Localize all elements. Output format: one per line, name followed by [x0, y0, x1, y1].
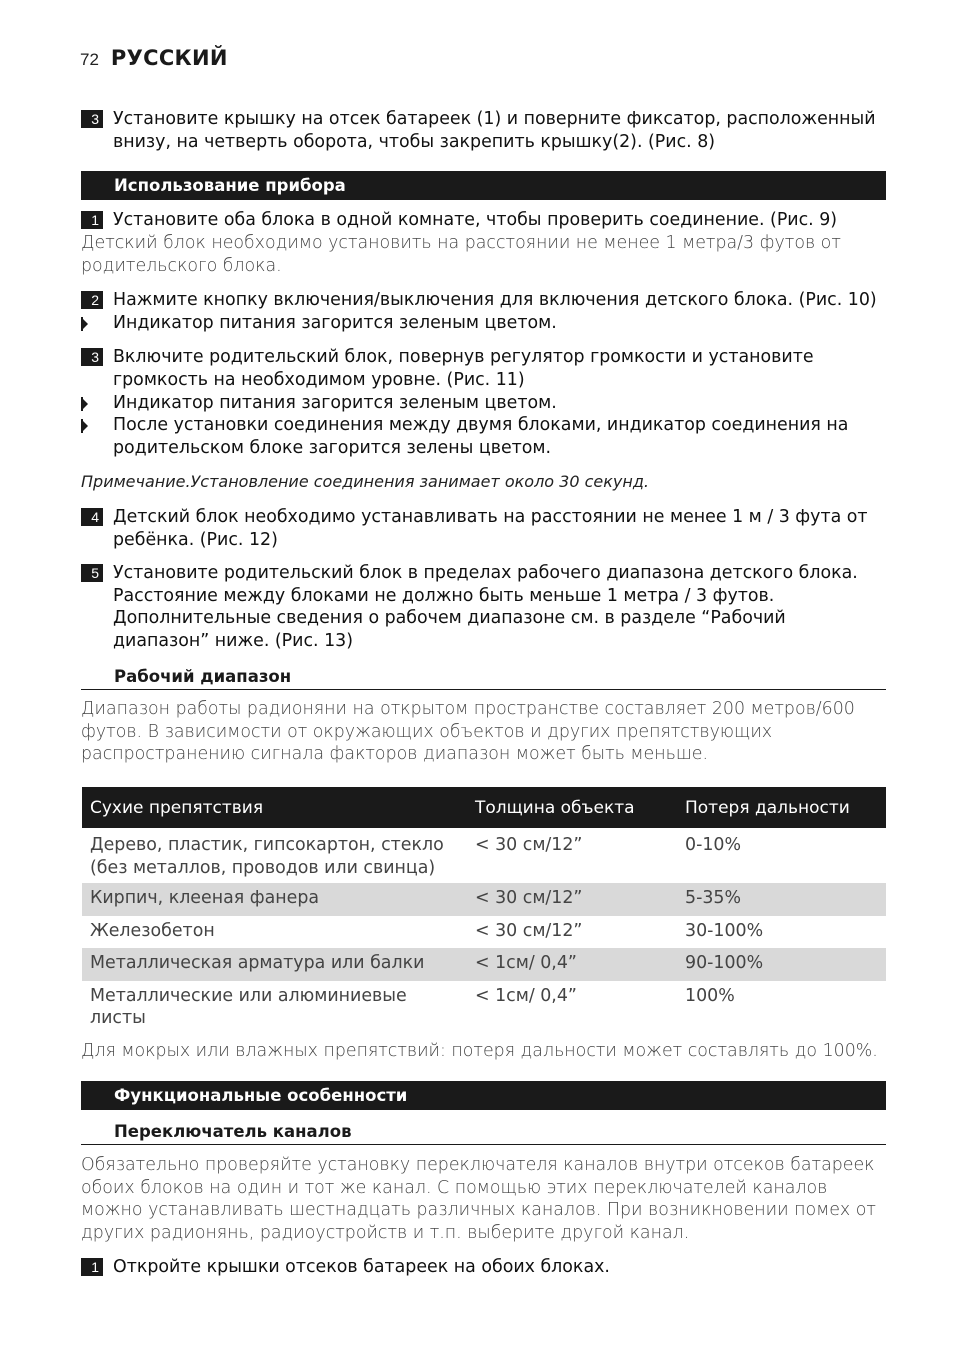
step-number: 1 [81, 1258, 103, 1276]
page-number: 72 [80, 50, 99, 69]
section-heading [81, 1081, 886, 1110]
table-cell: Кирпич, клееная фанера [82, 883, 467, 916]
table-row [82, 828, 886, 883]
step-text: Нажмите кнопку включения/выключения для включения детского блока. (Рис. 10) [113, 290, 877, 310]
bullet-text: Индикатор питания загорится зеленым цветом. [113, 393, 557, 413]
subsection-heading [81, 665, 886, 690]
bullet-arrow-icon [81, 419, 88, 433]
table-cell: Дерево, пластик, гипсокартон, стекло (без металлов, проводов или свинца) [90, 835, 444, 878]
page-header [80, 46, 228, 76]
bullet-arrow-icon [81, 397, 88, 411]
column-header: Сухие препятствия [82, 787, 467, 828]
paragraph: Диапазон работы радионяни на открытом пространстве составляет 200 метров/600 футов. В зависимости от окружающих объектов и других препятствующих распространению сигнала факторов диапазон может быть меньше. [81, 699, 855, 764]
table-cell: < 1см/ 0,4” [467, 948, 677, 981]
table-cell: < 30 см/12” [475, 835, 583, 855]
step-text: Установите оба блока в одной комнате, чтобы проверить соединение. (Рис. 9) [113, 210, 838, 230]
table-cell: 90-100% [677, 948, 886, 981]
step-item [81, 562, 887, 652]
section-title: Функциональные особенности [114, 1086, 408, 1105]
table-cell: 0-10% [685, 835, 741, 855]
step-item [81, 108, 887, 153]
step-item [81, 346, 887, 391]
table-cell: 30-100% [685, 920, 764, 941]
subsection-heading [81, 1120, 886, 1145]
table-row [82, 883, 886, 916]
step-number: 4 [81, 508, 103, 526]
paragraph: Для мокрых или влажных препятствий: потеря дальности может составлять до 100%. [81, 1041, 878, 1061]
column-header: Потеря дальности [677, 787, 886, 828]
paragraph: Обязательно проверяйте установку переключателя каналов внутри отсеков батареек обоих блоков на один и тот же канал. С помощью этих переключателей каналов можно устанавливать шестнадцать различных каналов. При возникновении помех от других радионянь, радиоустройств и т.п. выберите другой канал. [81, 1155, 876, 1243]
step-item [81, 1256, 887, 1279]
table-cell: Металлическая арматура или балки [82, 948, 467, 981]
step-number: 1 [81, 211, 103, 229]
step-text: Включите родительский блок, повернув регулятор громкости и установите громкость на необходимом уровне. (Рис. 11) [113, 347, 814, 390]
table-cell: 100% [685, 985, 735, 1006]
table-row [82, 916, 886, 949]
paragraph: Детский блок необходимо установить на расстоянии не менее 1 метра/3 футов от родительского блока. [81, 233, 841, 276]
column-header: Толщина объекта [467, 787, 677, 828]
table-header-row [82, 787, 886, 828]
step-number: 3 [81, 110, 103, 128]
bullet-text: Индикатор питания загорится зеленым цветом. [113, 313, 557, 333]
table-cell: Металлические или алюминиевые листы [90, 985, 407, 1028]
table-cell: Железобетон [90, 920, 215, 941]
step-item [81, 209, 887, 232]
step-text: Детский блок необходимо устанавливать на расстоянии не менее 1 м / 3 фута от ребёнка. (Рис. 12) [113, 507, 868, 550]
section-title: Использование прибора [114, 176, 346, 195]
result-bullet [81, 414, 887, 459]
language-title: РУССКИЙ [110, 46, 228, 70]
step-item [81, 289, 887, 312]
subsection-title: Переключатель каналов [114, 1122, 352, 1141]
step-number: 3 [81, 348, 103, 366]
step-text: Откройте крышки отсеков батареек на обоих блоках. [113, 1257, 610, 1277]
table-row [82, 948, 886, 981]
bullet-arrow-icon [81, 317, 88, 331]
step-number: 2 [81, 291, 103, 309]
subsection-title: Рабочий диапазон [114, 667, 292, 686]
table-cell: < 30 см/12” [475, 920, 583, 941]
table-row [82, 981, 886, 1036]
step-text: Установите крышку на отсек батареек (1) и поверните фиксатор, расположенный внизу, на четверть оборота, чтобы закрепить крышку(2). (Рис. 8) [113, 109, 876, 152]
table-cell: 5-35% [677, 883, 886, 916]
bullet-text: После установки соединения между двумя блоками, индикатор соединения на родительском блоке загорится зелены цветом. [113, 415, 849, 458]
table-cell: < 1см/ 0,4” [475, 985, 577, 1006]
result-bullet [81, 392, 887, 415]
step-item [81, 506, 887, 551]
result-bullet [81, 312, 887, 335]
note: Примечание.Установление соединения занимает около 30 секунд. [81, 472, 649, 491]
table-cell: < 30 см/12” [467, 883, 677, 916]
section-heading [81, 171, 886, 200]
step-text: Установите родительский блок в пределах рабочего диапазона детского блока. Расстояние между блоками не должно быть меньше 1 метра / 3 футов. Дополнительные сведения о рабочем диапазоне см. в разделе “Рабочий диапазон” ниже. (Рис. 13) [113, 563, 858, 651]
range-table [82, 787, 886, 1036]
step-number: 5 [81, 564, 103, 582]
